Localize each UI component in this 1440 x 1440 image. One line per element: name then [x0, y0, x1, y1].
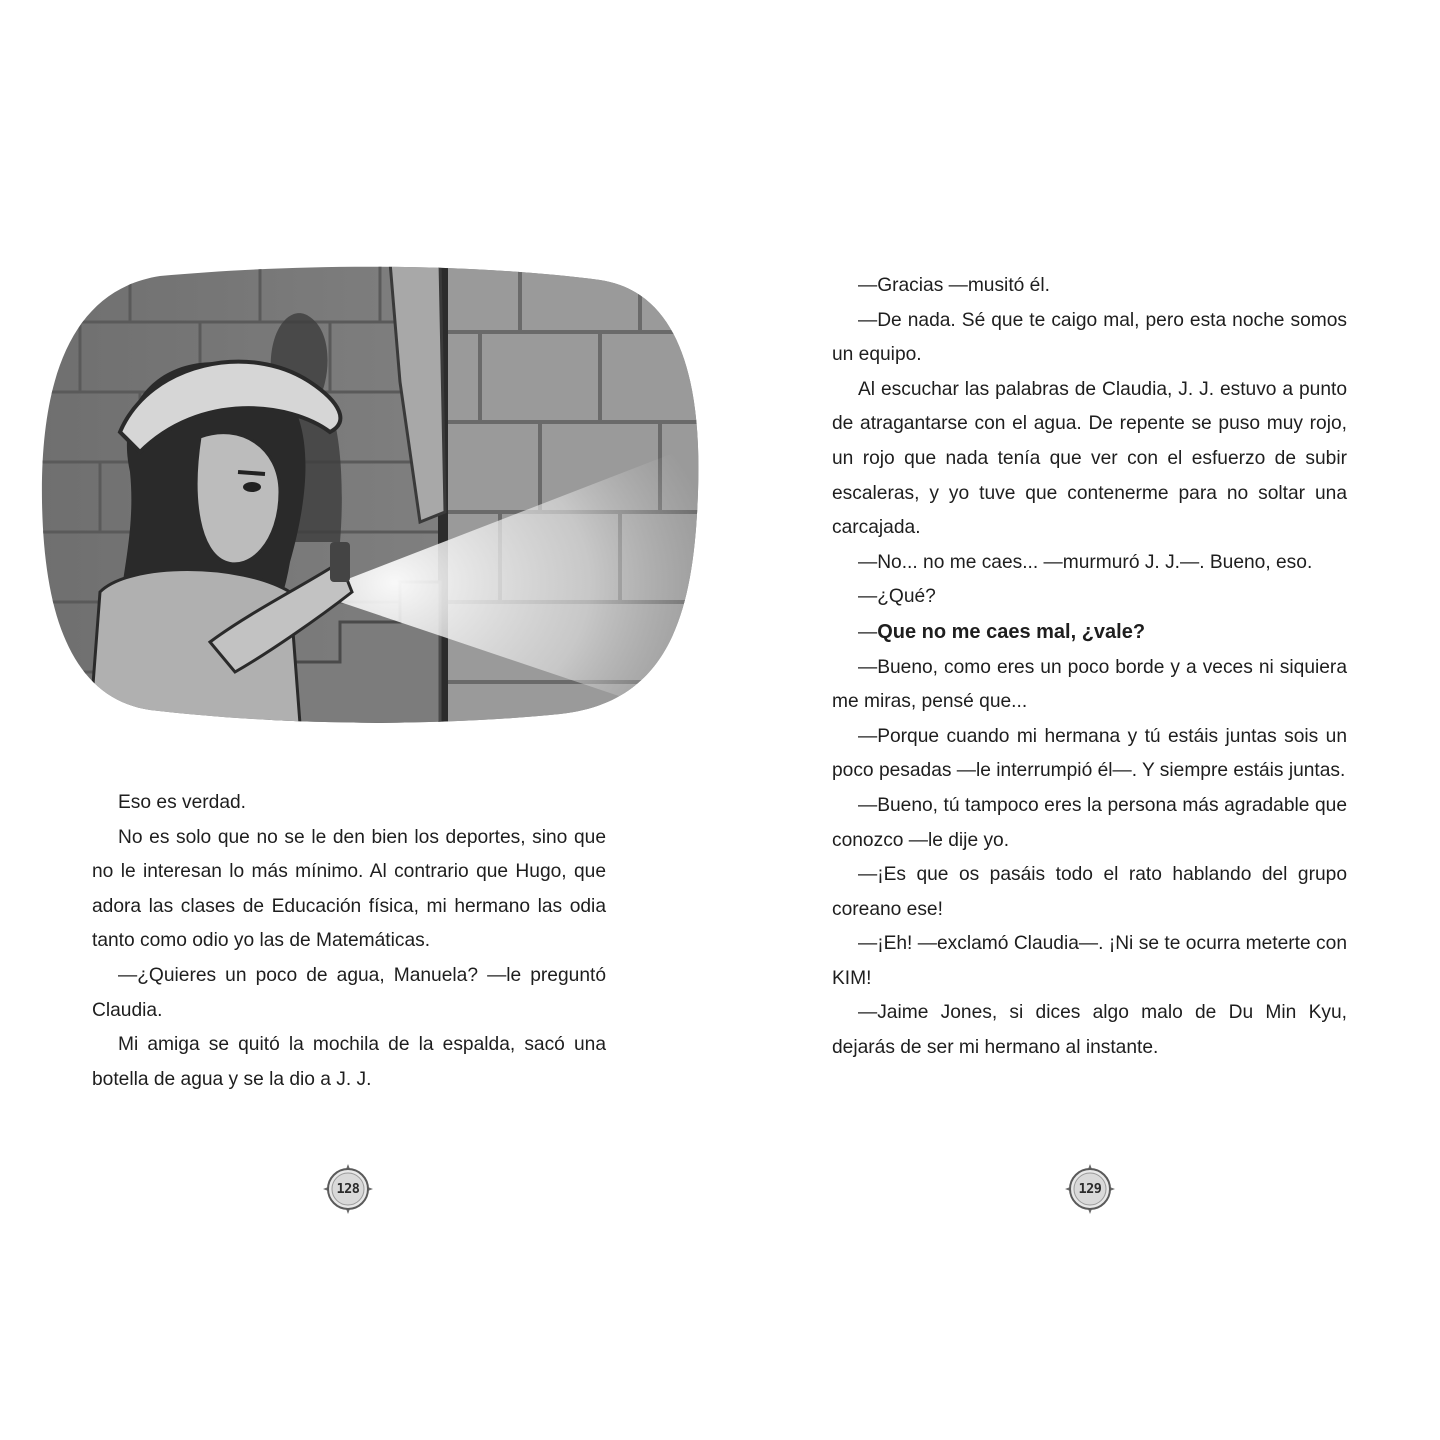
paragraph: —No... no me caes... —murmuró J. J.—. Bueno, eso.: [858, 551, 1313, 573]
left-page-text: [92, 786, 606, 1097]
paragraph: —Porque cuando mi hermana y tú estáis juntas sois un poco pesadas —le interrumpió él—. Y siempre estáis juntas.: [832, 725, 1347, 782]
paragraph: Mi amiga se quitó la mochila de la espalda, sacó una botella de agua y se la dio a J. J.: [92, 1034, 606, 1090]
paragraph: —Bueno, tú tampoco eres la persona más agradable que conozco —le dije yo.: [832, 794, 1347, 851]
paragraph: Al escuchar las palabras de Claudia, J. J. estuvo a punto de atragantarse con el agua. De repente se puso muy rojo, un rojo que nada tenía que ver con el esfuerzo de subir escaleras, y yo tuve que contenerme para no soltar una carcajada.: [832, 378, 1347, 539]
right-page-text: [832, 269, 1347, 1066]
emphasis-paragraph: [832, 615, 1347, 651]
chapter-illustration: [40, 262, 702, 724]
paragraph: —¡Es que os pasáis todo el rato hablando del grupo coreano ese!: [832, 864, 1347, 920]
paragraph: Eso es verdad.: [118, 792, 246, 813]
page-number-badge: [1063, 1162, 1117, 1216]
emphasis-text: Que no me caes mal, ¿vale?: [877, 620, 1146, 643]
paragraph: —Gracias —musitó él.: [858, 275, 1050, 296]
page-number-badge: [321, 1162, 375, 1216]
page-number: 129: [1078, 1181, 1102, 1197]
paragraph: No es solo que no se le den bien los deportes, sino que no le interesan lo más mínimo. Al contrario que Hugo, que adora las clases de Educación física, mi hermano las odia tanto como odio yo las de Matemáticas.: [92, 826, 606, 952]
paragraph: —Jaime Jones, si dices algo malo de Du Min Kyu, dejarás de ser mi hermano al instante.: [832, 1002, 1347, 1059]
paragraph: —¿Quieres un poco de agua, Manuela? —le preguntó Claudia.: [92, 964, 606, 1021]
page-number: 128: [336, 1181, 360, 1197]
dialogue-dash: —: [858, 621, 878, 643]
paragraph: —¡Eh! —exclamó Claudia—. ¡Ni se te ocurra meterte con KIM!: [832, 933, 1347, 989]
paragraph: —Bueno, como eres un poco borde y a veces ni siquiera me miras, pensé que...: [832, 656, 1347, 713]
paragraph: —De nada. Sé que te caigo mal, pero esta noche somos un equipo.: [832, 309, 1347, 366]
right-page: [720, 0, 1440, 1440]
paragraph: —¿Qué?: [858, 586, 936, 608]
